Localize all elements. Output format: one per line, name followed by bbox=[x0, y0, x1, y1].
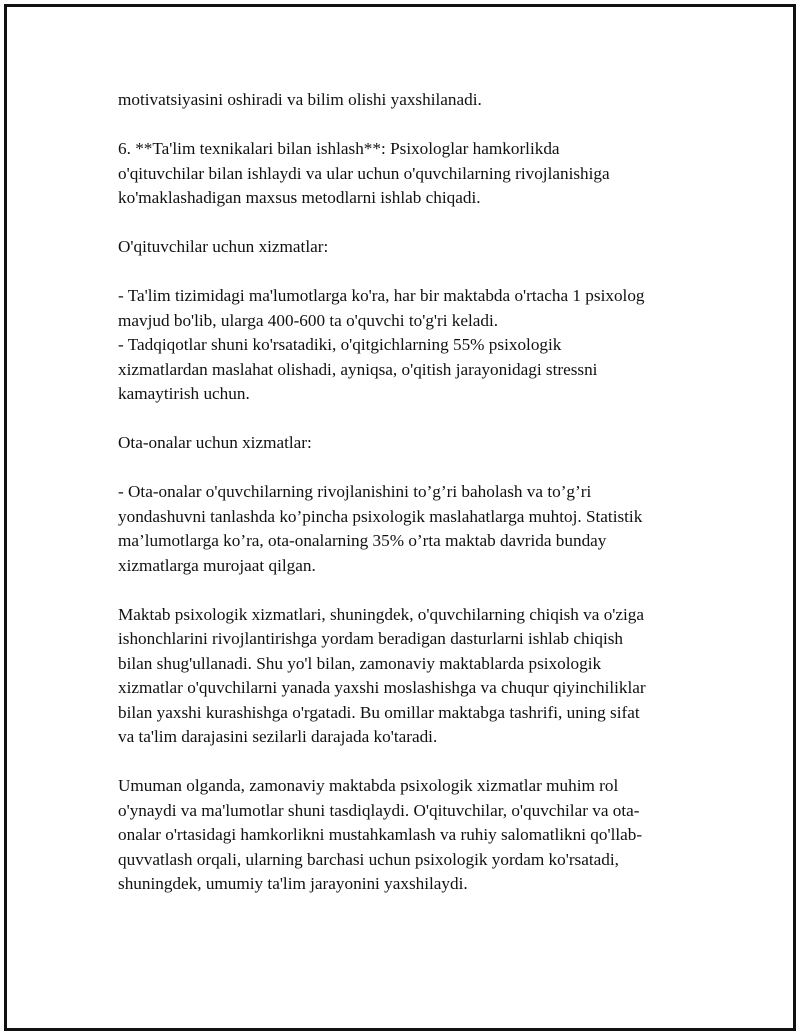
paragraph-motivation bbox=[118, 88, 693, 113]
list-teachers-services bbox=[118, 284, 693, 407]
text-line: o'ynaydi va ma'lumotlar shuni tasdiqlaydi. O'qituvchilar, o'quvchilar va ota- bbox=[118, 800, 640, 820]
text-line: xizmatlar o'quvchilarni yanada yaxshi moslashishga va chuqur qiyinchiliklar bbox=[118, 678, 646, 697]
text-line: ma’lumotlarga ko’ra, ota-onalarning 35% o’rta maktab davrida bunday bbox=[118, 531, 607, 550]
text-line: ishonchlarini rivojlantirishga yordam beradigan dasturlarni ishlab chiqish bbox=[118, 629, 624, 648]
heading-teachers-services bbox=[118, 235, 693, 260]
text-line: xizmatlardan maslahat olishadi, ayniqsa, o'qitish jarayonidagi stressni bbox=[118, 359, 598, 379]
text-line: Ota-onalar uchun xizmatlar: bbox=[118, 433, 312, 452]
text-line: motivatsiyasini oshiradi va bilim olishi yaxshilanadi. bbox=[118, 90, 482, 109]
text-line: shuningdek, umumiy ta'lim jarayonini yaxshilaydi. bbox=[118, 874, 468, 893]
text-line: 6. **Ta'lim texnikalari bilan ishlash**: Psixologlar hamkorlikda bbox=[118, 139, 560, 158]
text-line: o'qituvchilar bilan ishlaydi va ular uchun o'quvchilarning rivojlanishiga bbox=[118, 163, 610, 183]
text-line: quvvatlash orqali, ularning barchasi uchun psixologik yordam ko'rsatadi, bbox=[118, 849, 619, 869]
paragraph-item-6 bbox=[118, 137, 693, 211]
text-line: kamaytirish uchun. bbox=[118, 384, 250, 403]
text-line: ko'maklashadigan maxsus metodlarni ishlab chiqadi. bbox=[118, 188, 481, 207]
text-line: mavjud bo'lib, ularga 400-600 ta o'quvchi to'g'ri keladi. bbox=[118, 310, 499, 330]
text-line: - Ta'lim tizimidagi ma'lumotlarga ko'ra, har bir maktabda o'rtacha 1 psixolog bbox=[118, 286, 645, 305]
text-line: bilan yaxshi kurashishga o'rgatadi. Bu omillar maktabga tashrifi, uning sifat bbox=[118, 702, 640, 722]
text-line: va ta'lim darajasini sezilarli darajada ko'taradi. bbox=[118, 727, 438, 746]
paragraph-conclusion bbox=[118, 774, 693, 897]
text-line: onalar o'rtasidagi hamkorlikni mustahkamlash va ruhiy salomatlikni qo'llab- bbox=[118, 825, 643, 844]
text-line: bilan shug'ullanadi. Shu yo'l bilan, zamonaviy maktablarda psixologik bbox=[118, 653, 602, 673]
paragraph-school-services bbox=[118, 603, 693, 750]
list-parents-services bbox=[118, 480, 693, 578]
document-body bbox=[118, 88, 693, 921]
text-line: - Ota-onalar o'quvchilarning rivojlanishini to’g’ri baholash va to’g’ri bbox=[118, 482, 592, 501]
text-line: Maktab psixologik xizmatlari, shuningdek, o'quvchilarning chiqish va o'ziga bbox=[118, 604, 645, 624]
heading-parents-services bbox=[118, 431, 693, 456]
text-line: yondashuvni tanlashda ko’pincha psixologik maslahatlarga muhtoj. Statistik bbox=[118, 506, 643, 526]
text-line: xizmatlarga murojaat qilgan. bbox=[118, 555, 316, 575]
text-line: Umuman olganda, zamonaviy maktabda psixologik xizmatlar muhim rol bbox=[118, 776, 619, 795]
text-line: O'qituvchilar uchun xizmatlar: bbox=[118, 237, 329, 256]
text-line: - Tadqiqotlar shuni ko'rsatadiki, o'qitgichlarning 55% psixologik bbox=[118, 335, 562, 354]
